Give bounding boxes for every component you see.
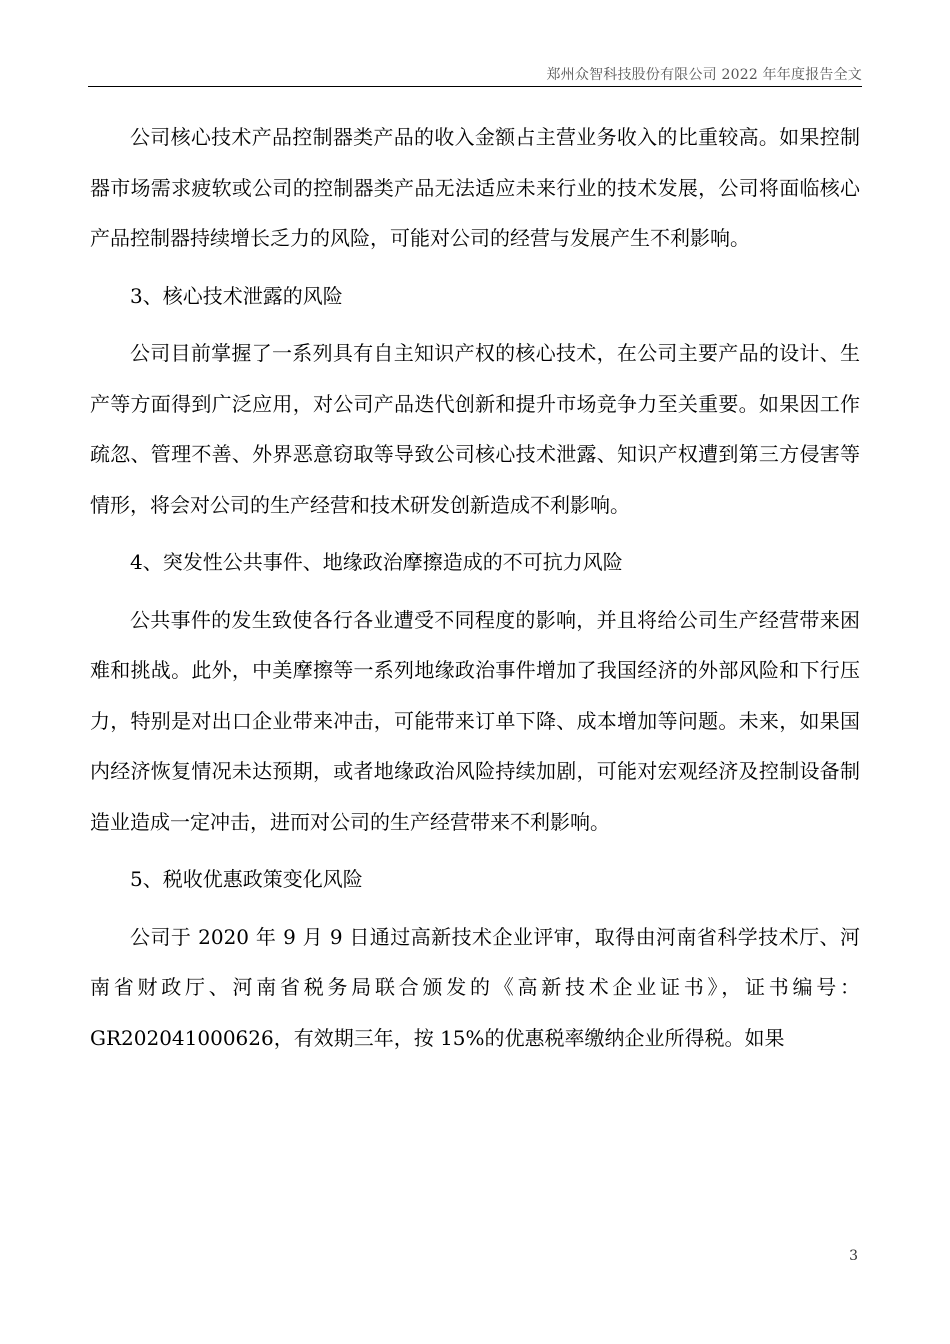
header-title: 郑州众智科技股份有限公司 2022 年年度报告全文: [546, 67, 862, 83]
document-body: [90, 112, 860, 1063]
paragraph-tech-leak-risk: 公司目前掌握了一系列具有自主知识产权的核心技术，在公司主要产品的设计、生产等方面得到广泛应用，对公司产品迭代创新和提升市场竞争力至关重要。如果因工作疏忽、管理不善、外界恶意窃取等导致公司核心技术泄露、知识产权遭到第三方侵害等情形，将会对公司的生产经营和技术研发创新造成不利影响。: [90, 341, 860, 517]
paragraph-tax-policy-risk: 公司于 2020 年 9 月 9 日通过高新技术企业评审，取得由河南省科学技术厅、河南省财政厅、河南省税务局联合颁发的《高新技术企业证书》，证书编号：GR202041000626，有效期三年，按 15%的优惠税率缴纳企业所得税。如果: [90, 924, 860, 1050]
section-heading-5: 5、税收优惠政策变化风险: [130, 867, 363, 891]
page-header: [88, 60, 862, 87]
paragraph-force-majeure-risk: 公共事件的发生致使各行各业遭受不同程度的影响，并且将给公司生产经营带来困难和挑战。此外，中美摩擦等一系列地缘政治事件增加了我国经济的外部风险和下行压力，特别是对出口企业带来冲击，可能带来订单下降、成本增加等问题。未来，如果国内经济恢复情况未达预期，或者地缘政治风险持续加剧，可能对宏观经济及控制设备制造业造成一定冲击，进而对公司的生产经营带来不利影响。: [90, 607, 860, 834]
section-heading-3: 3、核心技术泄露的风险: [130, 283, 343, 308]
section-heading-4: 4、突发性公共事件、地缘政治摩擦造成的不可抗力风险: [130, 550, 623, 574]
page-number: 3: [849, 1248, 858, 1264]
paragraph-controller-risk: 公司核心技术产品控制器类产品的收入金额占主营业务收入的比重较高。如果控制器市场需求疲软或公司的控制器类产品无法适应未来行业的技术发展，公司将面临核心产品控制器持续增长乏力的风险，可能对公司的经营与发展产生不利影响。: [90, 125, 860, 250]
